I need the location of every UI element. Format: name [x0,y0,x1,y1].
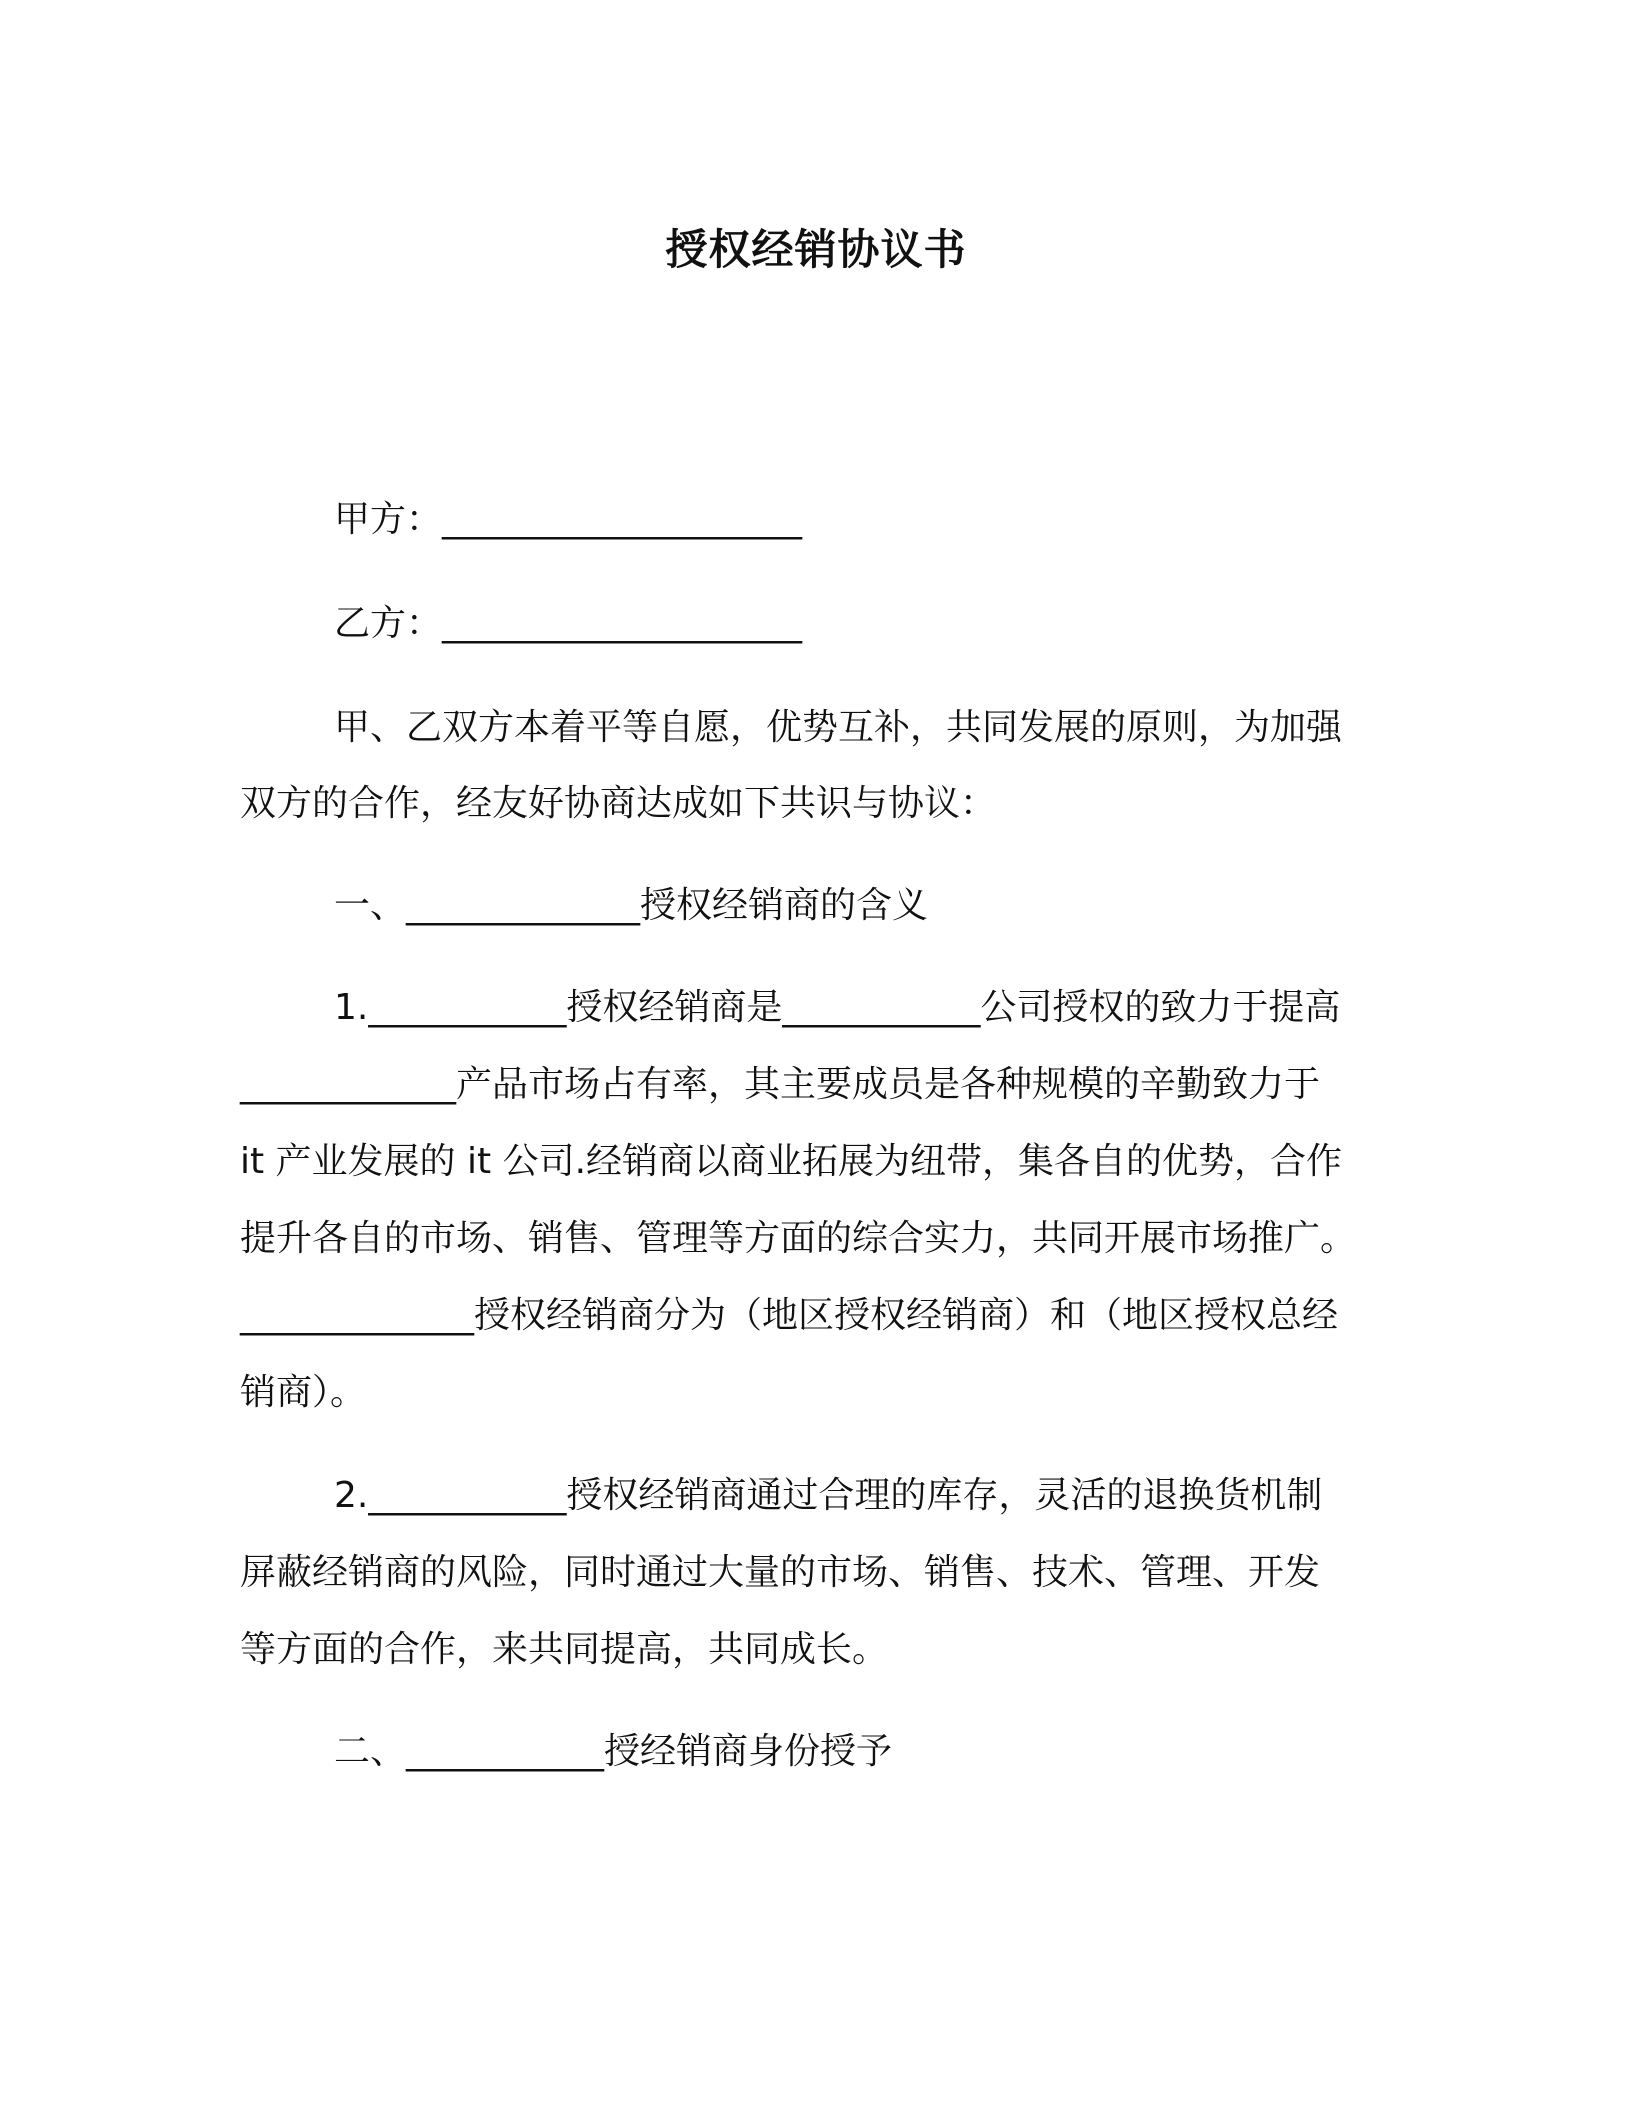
party-b-line: 乙方：____________________ [334,603,803,644]
para-2-line-2: 屏蔽经销商的风险，同时通过大量的市场、销售、技术、管理、开发 [240,1552,1321,1593]
section-1-heading: 一、_____________授权经销商的含义 [334,885,929,926]
para-1-line-4: 提升各自的市场、销售、管理等方面的综合实力，共同开展市场推广。 [240,1218,1357,1259]
para-1-line-2: ____________产品市场占有率，其主要成员是各种规模的辛勤致力于 [240,1064,1321,1105]
para-1-line-1: 1.___________授权经销商是___________公司授权的致力于提高 [334,987,1341,1028]
para-1-line-6: 销商）。 [240,1372,367,1413]
para-2-line-3: 等方面的合作，来共同提高，共同成长。 [240,1629,889,1670]
para-1-line-3: it 产业发展的 it 公司.经销商以商业拓展为纽带，集各自的优势，合作 [240,1141,1343,1182]
intro-line-2: 双方的合作，经友好协商达成如下共识与协议： [240,783,997,824]
para-1-line-5: _____________授权经销商分为（地区授权经销商）和（地区授权总经 [240,1295,1339,1336]
section-2-heading: 二、___________授经销商身份授予 [334,1731,893,1772]
intro-line-1: 甲、乙双方本着平等自愿，优势互补，共同发展的原则，为加强 [334,707,1343,748]
party-a-line: 甲方：____________________ [334,499,803,540]
para-2-line-1: 2.___________授权经销商通过合理的库存，灵活的退换货机制 [334,1475,1323,1516]
document-title: 授权经销协议书 [665,225,967,274]
